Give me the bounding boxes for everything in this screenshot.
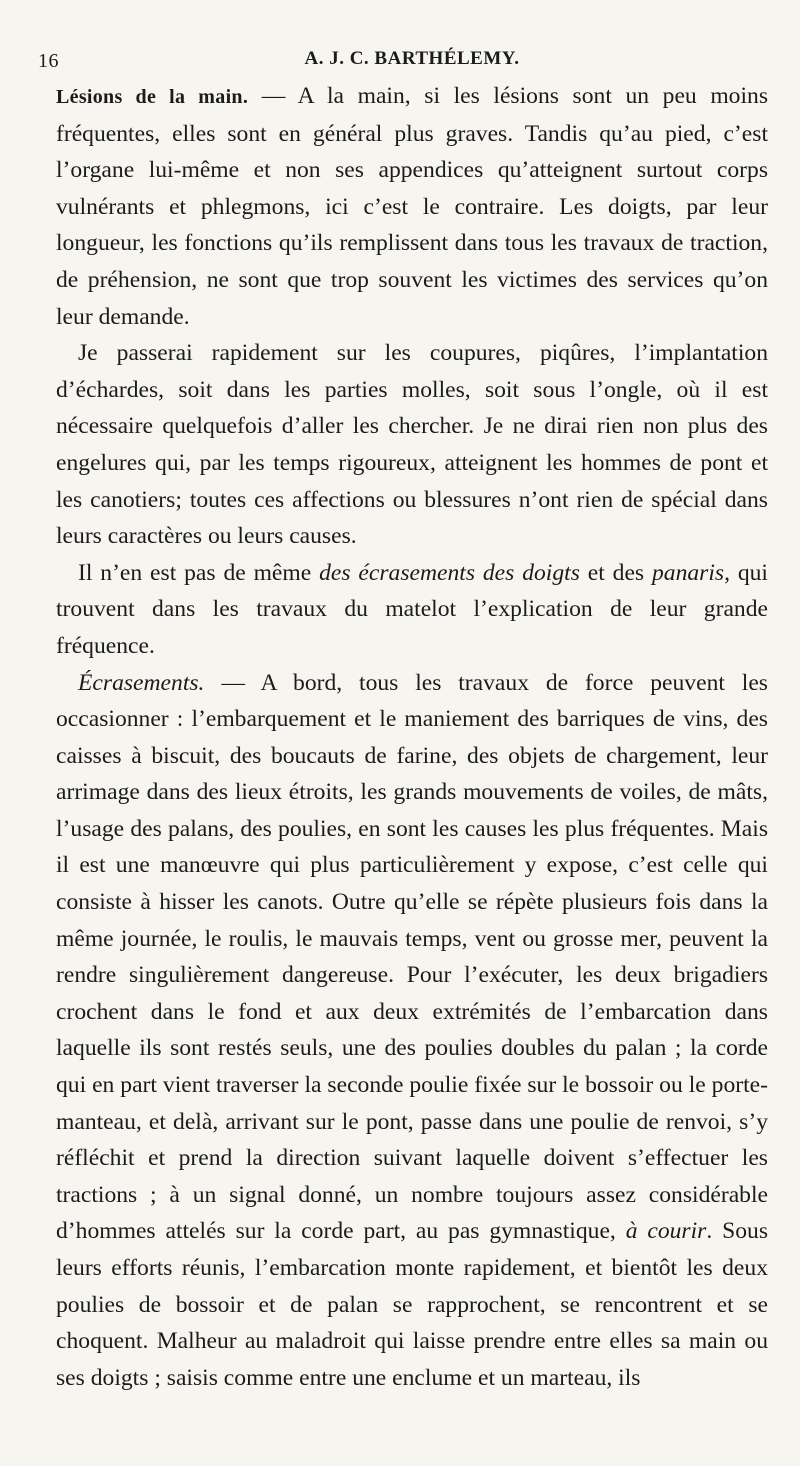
page-number: 16 xyxy=(38,50,59,72)
paragraph-text: et des xyxy=(579,559,652,586)
section-heading-lesions-main: Lésions de la main. xyxy=(56,86,249,108)
running-header xyxy=(38,46,768,78)
section-heading-ecrasements: Écrasements. xyxy=(78,669,205,696)
paragraph-lesions-main xyxy=(56,78,768,335)
running-title: A. J. C. BARTHÉLEMY. xyxy=(304,48,520,69)
paragraph-ecrasements xyxy=(56,665,768,1397)
paragraph-text: Il n’en est pas de même xyxy=(78,559,320,586)
paragraph-coupures xyxy=(56,335,768,555)
paragraph-text: , qui trouvent dans les travaux du matelot l’explication de leur grande fréquence. xyxy=(56,559,768,659)
book-page xyxy=(38,46,769,1396)
paragraph-ecrasements-intro xyxy=(56,555,768,665)
paragraph-text: Je passerai rapidement sur les coupures, piqûres, l’implantation d’échardes, soit dans les parties molles, soit sous l’ongle, où il est nécessaire quelquefois d’aller les chercher. Je ne dirai rien non plus des engelures qui, par les temps rigoureux, atteignent les hommes de pont et les canotiers; toutes ces affections ou blessures n’ont rien de spécial dans leurs caractères ou leurs causes. xyxy=(56,340,768,550)
paragraph-text: . Sous leurs efforts réunis, l’embarcation monte rapidement, et bientôt les deux poulies de bossoir et de palan se rapprochent, se rencontrent et se choquent. Malheur au maladroit qui laisse prendre entre elles sa main ou ses doigts ; saisis comme entre une enclume et un marteau, ils xyxy=(56,1218,769,1391)
italic-term-ecrasements: des écrasements des doigts xyxy=(319,559,580,586)
italic-term-a-courir: à courir xyxy=(625,1218,707,1245)
paragraph-text: — A bord, tous les travaux de force peuvent les occasionner : l’embarquement et le maniement des barriques de vins, des caisses à biscuit, des boucauts de farine, des objets de chargement, leur arrimage dans des lieux étroits, les grands mouvements de voiles, de mâts, l’usage des palans, des poulies, en sont les causes les plus fréquentes. Mais il est une manœuvre qui plus particulièrement y expose, c’est celle qui consiste à hisser les canots. Outre qu’elle se répète plusieurs fois dans la même journée, le roulis, le mauvais temps, vent ou grosse mer, peuvent la rendre singulièrement dangereuse. Pour l’exécuter, les deux brigadiers crochent dans le fond et aux deux extrémités de l’embarcation dans laquelle ils sont restés seuls, une des poulies doubles du palan ; la corde qui en part vient traverser la seconde poulie fixée sur le bossoir ou le porte-manteau, et delà, arrivant sur le pont, passe dans une poulie de renvoi, s’y réfléchit et prend la direction suivant laquelle doivent s’effectuer les tractions ; à un signal donné, un nombre toujours assez considérable d’hommes attelés sur la corde part, au pas gymnastique, xyxy=(56,669,768,1245)
paragraph-text: — A la main, si les lésions sont un peu moins fréquentes, elles sont en général plus graves. Tandis qu’au pied, c’est l’organe lui-même et non ses appendices qu’atteignent surtout corps vulnérants et phlegmons, ici c’est le contraire. Les doigts, par leur longueur, les fonctions qu’ils remplissent dans tous les travaux de traction, de préhension, ne sont que trop souvent les victimes des services qu’on leur demande. xyxy=(56,83,768,330)
body-text xyxy=(56,78,768,1396)
italic-term-panaris: panaris xyxy=(651,559,725,586)
